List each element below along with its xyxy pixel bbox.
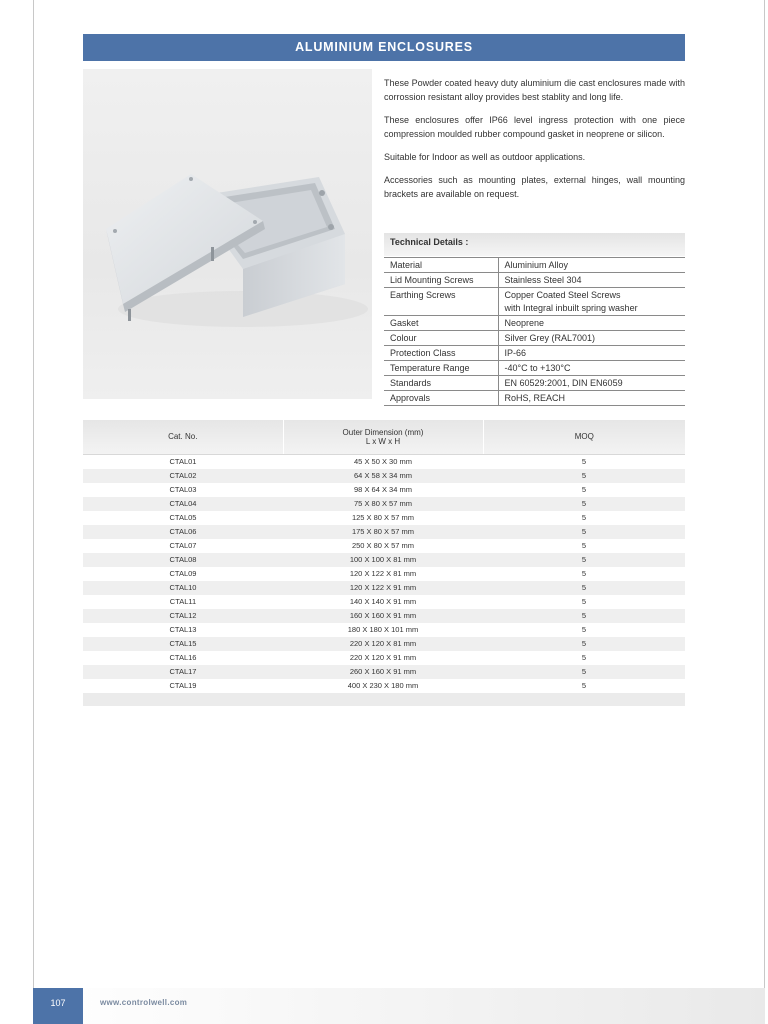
moq-cell: 5 bbox=[483, 595, 685, 609]
moq-cell: 5 bbox=[483, 567, 685, 581]
table-row bbox=[83, 637, 685, 651]
moq-cell: 5 bbox=[483, 623, 685, 637]
tech-value: IP-66 bbox=[498, 346, 685, 361]
tech-value: -40°C to +130°C bbox=[498, 361, 685, 376]
column-header-dimension bbox=[283, 420, 483, 454]
cat-no-cell: CTAL16 bbox=[83, 651, 283, 665]
table-row bbox=[83, 679, 685, 693]
dimension-cell: 220 X 120 X 81 mm bbox=[283, 637, 483, 651]
tech-row bbox=[384, 258, 685, 273]
filler-cell bbox=[83, 693, 283, 706]
dimension-cell: 220 X 120 X 91 mm bbox=[283, 651, 483, 665]
tech-row bbox=[384, 391, 685, 406]
moq-cell: 5 bbox=[483, 553, 685, 567]
cat-no-cell: CTAL15 bbox=[83, 637, 283, 651]
tech-value: Stainless Steel 304 bbox=[498, 273, 685, 288]
tech-key: Lid Mounting Screws bbox=[384, 273, 498, 288]
dimension-header-line: Outer Dimension (mm) bbox=[342, 427, 424, 437]
intro-paragraph: Accessories such as mounting plates, external hinges, wall mounting brackets are available on request. bbox=[384, 175, 685, 199]
table-row bbox=[83, 469, 685, 483]
dimension-cell: 125 X 80 X 57 mm bbox=[283, 511, 483, 525]
cat-no-cell: CTAL08 bbox=[83, 553, 283, 567]
cat-no-cell: CTAL05 bbox=[83, 511, 283, 525]
moq-cell: 5 bbox=[483, 609, 685, 623]
dimension-cell: 260 X 160 X 91 mm bbox=[283, 665, 483, 679]
tech-key: Material bbox=[384, 258, 498, 273]
dimension-cell: 120 X 122 X 81 mm bbox=[283, 567, 483, 581]
column-header-cat-no: Cat. No. bbox=[83, 420, 283, 454]
table-row bbox=[83, 483, 685, 497]
table-row bbox=[83, 581, 685, 595]
cat-no-cell: CTAL19 bbox=[83, 679, 283, 693]
tech-row bbox=[384, 288, 685, 316]
column-header-moq: MOQ bbox=[483, 420, 685, 454]
tech-row bbox=[384, 273, 685, 288]
dimension-cell: 400 X 230 X 180 mm bbox=[283, 679, 483, 693]
table-row bbox=[83, 553, 685, 567]
dimension-cell: 100 X 100 X 81 mm bbox=[283, 553, 483, 567]
tech-value: RoHS, REACH bbox=[498, 391, 685, 406]
tech-row bbox=[384, 376, 685, 391]
moq-cell: 5 bbox=[483, 454, 685, 469]
page-title: ALUMINIUM ENCLOSURES bbox=[83, 34, 685, 61]
tech-key: Approvals bbox=[384, 391, 498, 406]
intro-paragraph: These enclosures offer IP66 level ingress protection with one piece compression moulded rubber compound gasket in neoprene or silicon. bbox=[384, 115, 685, 139]
cat-no-cell: CTAL13 bbox=[83, 623, 283, 637]
dimension-header-subline: L x W x H bbox=[365, 436, 401, 446]
table-filler-row bbox=[83, 693, 685, 706]
tech-key: Gasket bbox=[384, 316, 498, 331]
table-row bbox=[83, 651, 685, 665]
tech-value: EN 60529:2001, DIN EN6059 bbox=[498, 376, 685, 391]
catalog-body bbox=[83, 454, 685, 706]
cat-no-cell: CTAL04 bbox=[83, 497, 283, 511]
table-row bbox=[83, 539, 685, 553]
table-row bbox=[83, 609, 685, 623]
table-row bbox=[83, 511, 685, 525]
moq-cell: 5 bbox=[483, 511, 685, 525]
intro-text bbox=[384, 76, 685, 210]
moq-cell: 5 bbox=[483, 539, 685, 553]
tech-value: Silver Grey (RAL7001) bbox=[498, 331, 685, 346]
dimension-cell: 64 X 58 X 34 mm bbox=[283, 469, 483, 483]
cat-no-cell: CTAL01 bbox=[83, 454, 283, 469]
dimension-cell: 160 X 160 X 91 mm bbox=[283, 609, 483, 623]
page-number: 107 bbox=[33, 988, 83, 1024]
moq-cell: 5 bbox=[483, 651, 685, 665]
tech-value-line: Copper Coated Steel Screws bbox=[504, 290, 621, 300]
cat-no-cell: CTAL09 bbox=[83, 567, 283, 581]
tech-key: Standards bbox=[384, 376, 498, 391]
cat-no-cell: CTAL17 bbox=[83, 665, 283, 679]
tech-row bbox=[384, 361, 685, 376]
table-row bbox=[83, 567, 685, 581]
filler-cell bbox=[483, 693, 685, 706]
dimension-cell: 250 X 80 X 57 mm bbox=[283, 539, 483, 553]
cat-no-cell: CTAL06 bbox=[83, 525, 283, 539]
cat-no-cell: CTAL12 bbox=[83, 609, 283, 623]
dimension-cell: 75 X 80 X 57 mm bbox=[283, 497, 483, 511]
table-row bbox=[83, 525, 685, 539]
tech-key: Protection Class bbox=[384, 346, 498, 361]
tech-row bbox=[384, 346, 685, 361]
tech-value-line: with Integral inbuilt spring washer bbox=[504, 303, 638, 313]
moq-cell: 5 bbox=[483, 637, 685, 651]
moq-cell: 5 bbox=[483, 525, 685, 539]
moq-cell: 5 bbox=[483, 483, 685, 497]
enclosure-illustration bbox=[83, 69, 372, 399]
moq-cell: 5 bbox=[483, 679, 685, 693]
tech-value: Neoprene bbox=[498, 316, 685, 331]
tech-row bbox=[384, 331, 685, 346]
table-row bbox=[83, 665, 685, 679]
tech-key: Colour bbox=[384, 331, 498, 346]
dimension-cell: 140 X 140 X 91 mm bbox=[283, 595, 483, 609]
dimension-cell: 175 X 80 X 57 mm bbox=[283, 525, 483, 539]
cat-no-cell: CTAL07 bbox=[83, 539, 283, 553]
table-row bbox=[83, 497, 685, 511]
dimension-cell: 45 X 50 X 30 mm bbox=[283, 454, 483, 469]
filler-cell bbox=[283, 693, 483, 706]
dimension-cell: 98 X 64 X 34 mm bbox=[283, 483, 483, 497]
website-link[interactable]: www.controlwell.com bbox=[100, 998, 188, 1007]
dimension-cell: 180 X 180 X 101 mm bbox=[283, 623, 483, 637]
moq-cell: 5 bbox=[483, 497, 685, 511]
moq-cell: 5 bbox=[483, 665, 685, 679]
cat-no-cell: CTAL11 bbox=[83, 595, 283, 609]
product-photo bbox=[83, 69, 372, 399]
table-row bbox=[83, 623, 685, 637]
technical-details-heading: Technical Details : bbox=[384, 233, 685, 256]
moq-cell: 5 bbox=[483, 581, 685, 595]
technical-details-table bbox=[384, 257, 685, 406]
cat-no-cell: CTAL03 bbox=[83, 483, 283, 497]
tech-value bbox=[498, 288, 685, 316]
tech-row bbox=[384, 316, 685, 331]
tech-key: Earthing Screws bbox=[384, 288, 498, 316]
moq-cell: 5 bbox=[483, 469, 685, 483]
catalog-table bbox=[83, 420, 685, 706]
tech-value: Aluminium Alloy bbox=[498, 258, 685, 273]
dimension-cell: 120 X 122 X 91 mm bbox=[283, 581, 483, 595]
cat-no-cell: CTAL10 bbox=[83, 581, 283, 595]
intro-paragraph: Suitable for Indoor as well as outdoor applications. bbox=[384, 152, 586, 162]
intro-paragraph: These Powder coated heavy duty aluminium die cast enclosures made with corrossion resistant alloy provides best stablity and long life. bbox=[384, 78, 685, 102]
cat-no-cell: CTAL02 bbox=[83, 469, 283, 483]
table-row bbox=[83, 595, 685, 609]
table-row bbox=[83, 454, 685, 469]
tech-key: Temperature Range bbox=[384, 361, 498, 376]
catalog-header-row bbox=[83, 420, 685, 454]
